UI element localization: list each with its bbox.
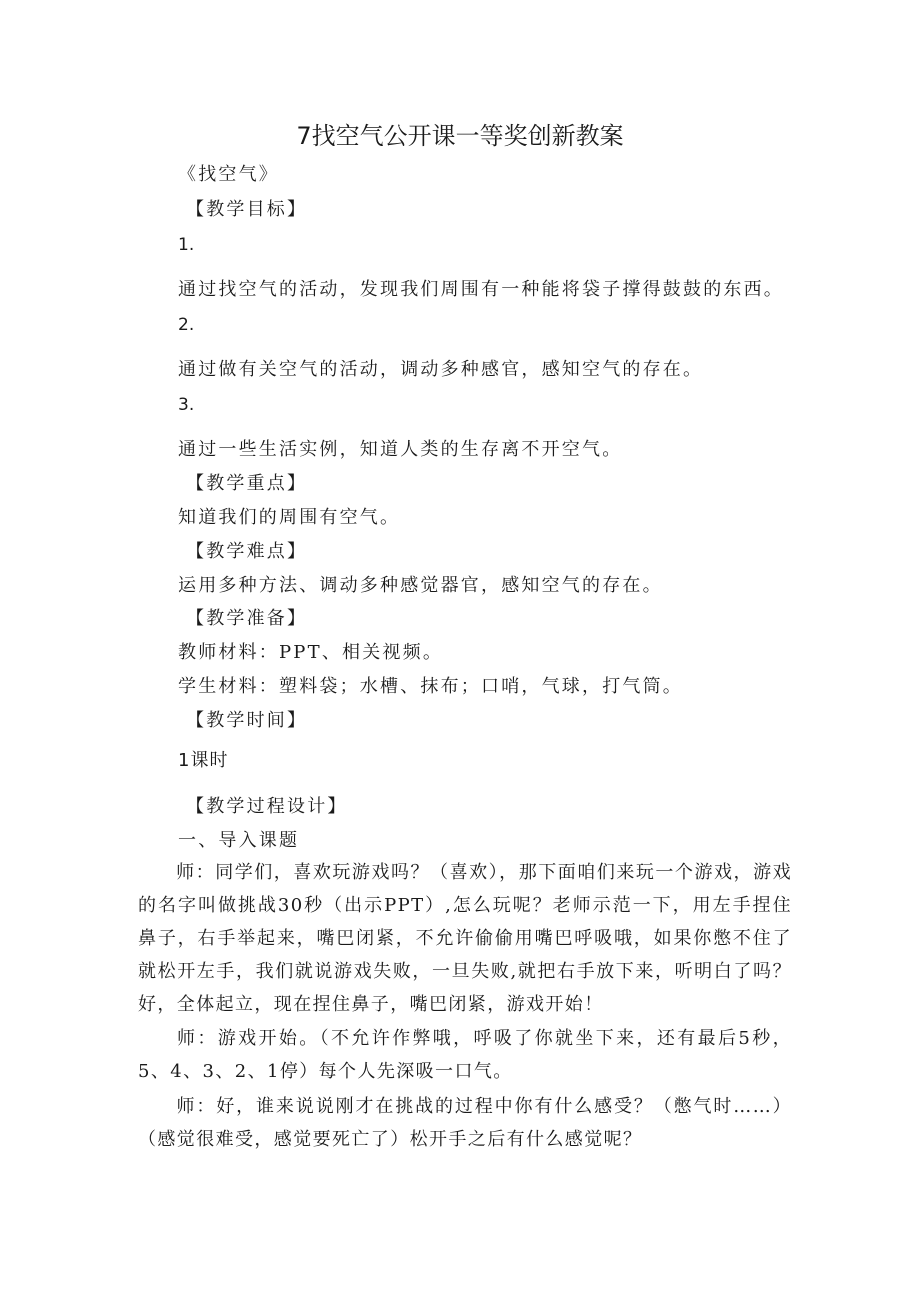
- objective-text-2: 通过做有关空气的活动，调动多种感官，感知空气的存在。: [178, 359, 704, 380]
- time-text: 1课时: [178, 750, 229, 771]
- process-paragraph-2: [138, 1022, 792, 1088]
- teacher-materials: 教师材料：PPT、相关视频。: [178, 642, 444, 663]
- process-paragraph-1: [138, 856, 792, 1021]
- document-title: 7找空气公开课一等奖创新教案: [296, 122, 624, 150]
- preparation-heading: 【教学准备】: [186, 608, 308, 629]
- difficulties-text: 运用多种方法、调动多种感觉器官，感知空气的存在。: [178, 575, 663, 596]
- process-paragraph-1-text: 师：同学们，喜欢玩游戏吗？（喜欢），那下面咱们来玩一个游戏，游戏的名字叫做挑战30秒（出示PPT）,怎么玩呢？老师示范一下，用左手捏住鼻子，右手举起来，嘴巴闭紧，不允许偷偷用嘴巴呼吸哦，如果你憋不住了就松开左手，我们就说游戏失败，一旦失败,就把右手放下来，听明白了吗？好，全体起立，现在捏住鼻子，嘴巴闭紧，游戏开始！: [138, 862, 792, 1015]
- objective-text-1: 通过找空气的活动，发现我们周围有一种能将袋子撑得鼓鼓的东西。: [178, 279, 784, 300]
- student-materials: 学生材料：塑料袋；水槽、抹布；口哨，气球，打气筒。: [178, 676, 683, 697]
- objective-number-1: 1.: [178, 235, 195, 255]
- lesson-name: 《找空气》: [178, 164, 279, 185]
- time-heading: 【教学时间】: [186, 710, 308, 731]
- objective-text-3: 通过一些生活实例，知道人类的生存离不开空气。: [178, 439, 623, 460]
- objective-number-3: 3.: [178, 395, 195, 415]
- process-heading: 【教学过程设计】: [186, 796, 348, 817]
- key-points-text: 知道我们的周围有空气。: [178, 507, 401, 528]
- key-points-heading: 【教学重点】: [186, 473, 308, 494]
- objective-number-2: 2.: [178, 315, 195, 335]
- process-part-1: 一、导入课题: [178, 830, 300, 851]
- difficulties-heading: 【教学难点】: [186, 541, 308, 562]
- objectives-heading: 【教学目标】: [186, 199, 308, 220]
- process-paragraph-3: [138, 1090, 792, 1156]
- process-paragraph-2-text: 师：游戏开始。（不允许作弊哦，呼吸了你就坐下来，还有最后5秒，5、4、3、2、1停）每个人先深吸一口气。: [138, 1028, 792, 1082]
- process-paragraph-3-text: 师：好，谁来说说刚才在挑战的过程中你有什么感受？（憋气时……）（感觉很难受，感觉要死亡了）松开手之后有什么感觉呢？: [138, 1096, 792, 1150]
